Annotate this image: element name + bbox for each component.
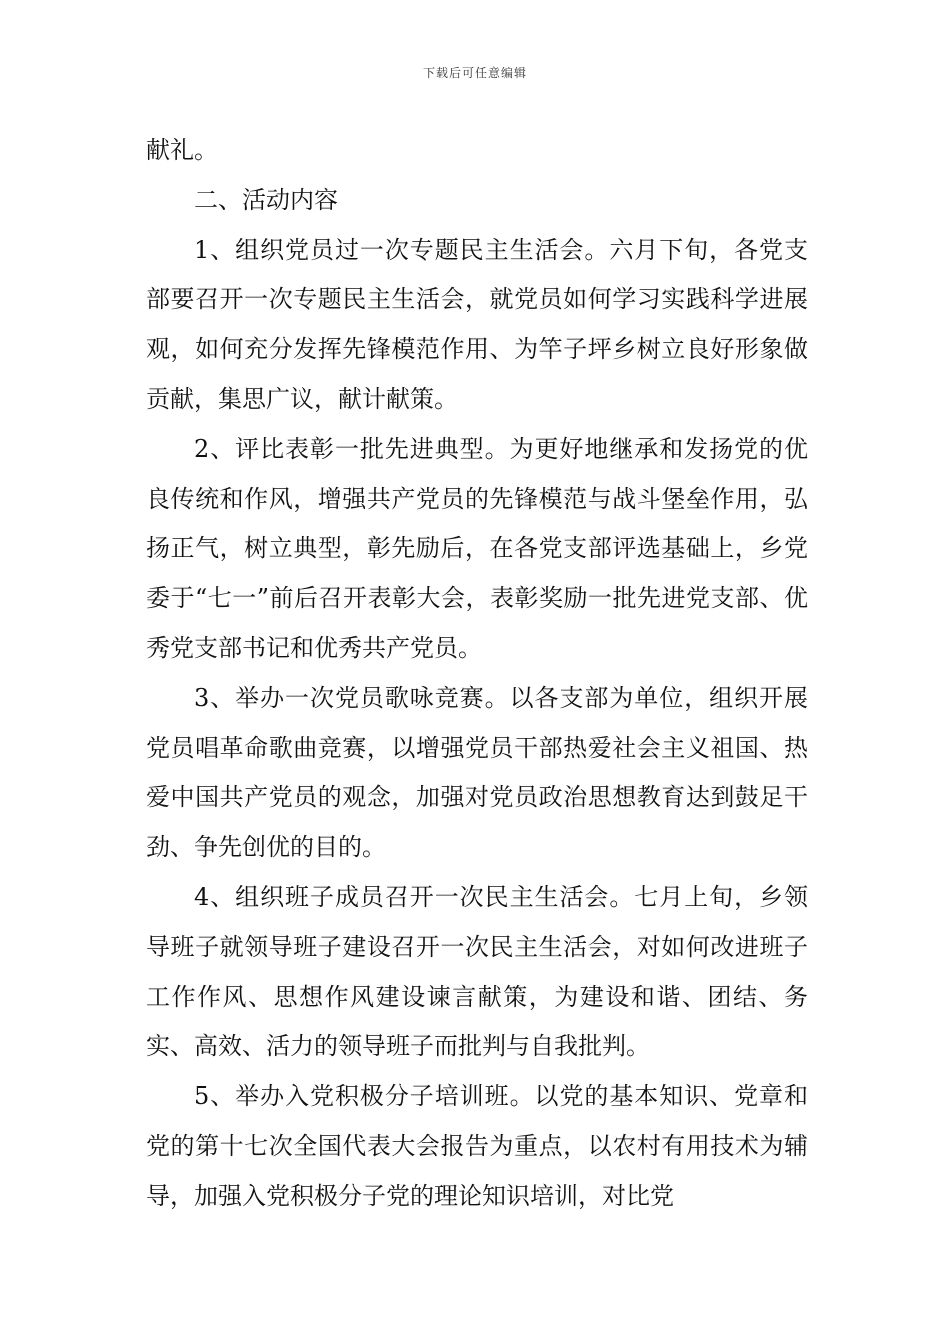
paragraph-item-5: 5、举办入党积极分子培训班。以党的基本知识、党章和党的第十七次全国代表大会报告为重点，以农村有用技术为辅导，加强入党积极分子党的理论知识培训，对比党 [146, 1082, 808, 1210]
paragraph-item-2: 2、评比表彰一批先进典型。为更好地继承和发扬党的优良传统和作风，增强共产党员的先锋模范与战斗堡垒作用，弘扬正气，树立典型，彰先励后，在各党支部评选基础上，乡党委于“七一”前后召开表彰大会，表彰奖励一批先进党支部、优秀党支部书记和优秀共产党员。 [146, 434, 808, 662]
paragraph-item-3: 3、举办一次党员歌咏竞赛。以各支部为单位，组织开展党员唱革命歌曲竞赛，以增强党员干部热爱社会主义祖国、热爱中国共产党员的观念，加强对党员政治思想教育达到鼓足干劲、争先创优的目的。 [146, 683, 808, 862]
page-header: 下载后可任意编辑 [422, 66, 527, 80]
paragraph-continuation: 献礼。 [146, 136, 218, 164]
paragraph-item-1: 1、组织党员过一次专题民主生活会。六月下旬，各党支部要召开一次专题民主生活会，就党员如何学习实践科学进展观，如何充分发挥先锋模范作用、为竿子坪乡树立良好形象做贡献，集思广议，献计献策。 [146, 235, 808, 413]
section-heading-activity-content: 二、活动内容 [194, 185, 338, 214]
document-body [146, 126, 808, 1222]
paragraph-item-4: 4、组织班子成员召开一次民主生活会。七月上旬，乡领导班子就领导班子建设召开一次民主生活会，对如何改进班子工作作风、思想作风建设谏言献策，为建设和谐、团结、务实、高效、活力的领导班子而批判与自我批判。 [146, 882, 808, 1061]
